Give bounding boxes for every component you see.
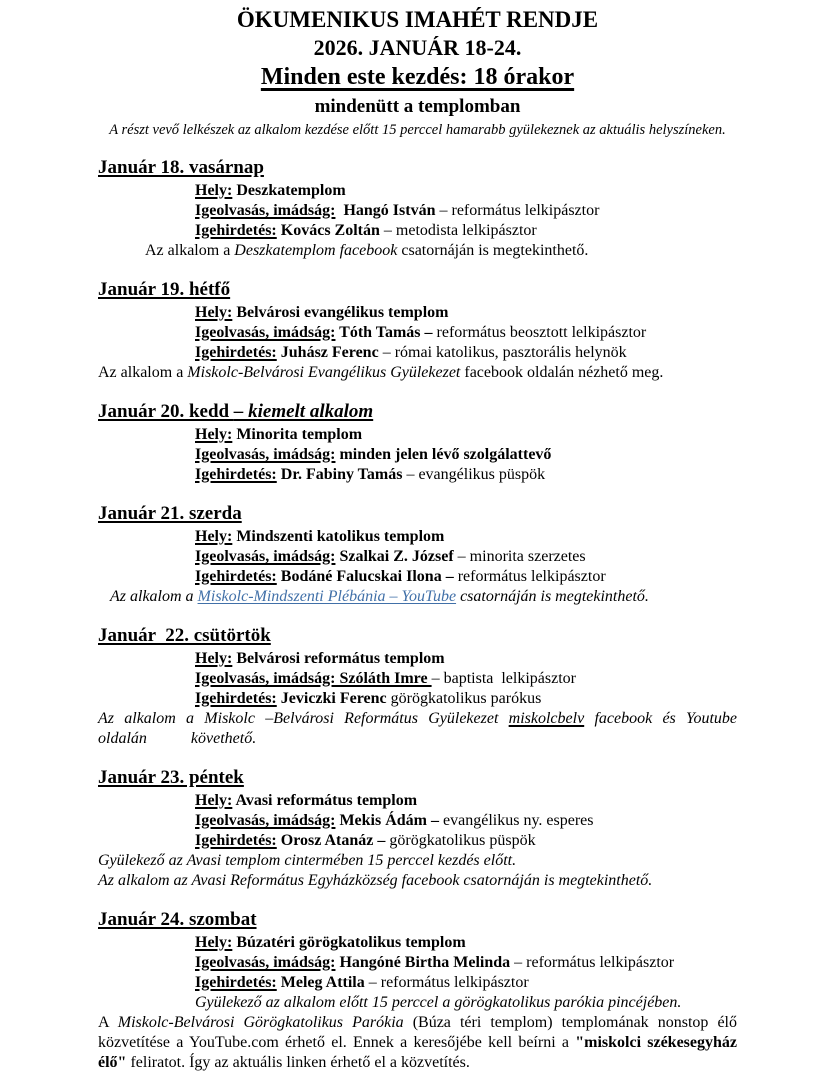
document-title: ÖKUMENIKUS IMAHÉT RENDJE [236, 7, 599, 32]
schedule-line [98, 871, 737, 891]
day-heading [98, 278, 737, 301]
text-segment: Igehirdetés: [195, 568, 277, 585]
text-segment: Hangóné Birtha Melinda [335, 954, 515, 971]
schedule-line [195, 689, 737, 709]
text-segment: Igeolvasás, imádság: Szóláth Imre [195, 670, 432, 687]
text-segment: Bodáné Falucskai Ilona – [276, 568, 458, 585]
schedule-line [195, 343, 737, 363]
text-segment: feliratot. Így az aktuális linken érhető el a közvetítés. [126, 1054, 470, 1071]
text-segment: – minorita szerzetes [457, 548, 586, 565]
document-date-range: 2026. JANUÁR 18-24. [313, 35, 522, 60]
text-segment: csatornáján is megtekinthető. [456, 588, 649, 605]
text-segment: minden jelen lévő szolgálattevő [335, 446, 552, 463]
text-segment: Hely: [195, 650, 233, 667]
text-segment: – református lelkipásztor [439, 202, 600, 219]
text-segment: Szalkai Z. József [335, 548, 458, 565]
text-segment: csatornáján is megtekinthető. [397, 242, 589, 259]
day-heading [98, 766, 737, 789]
text-segment: "miskolci székesegyház élő" [98, 1034, 738, 1071]
text-segment: – evangélikus püspök [406, 466, 546, 483]
text-segment: Juhász Ferenc [276, 344, 383, 361]
text-segment: Igeolvasás, imádság: [195, 954, 336, 971]
day-section-january-23-friday [98, 766, 737, 891]
text-segment: Igehirdetés: [195, 344, 277, 361]
schedule-line [195, 201, 737, 221]
schedule-line [195, 567, 737, 587]
schedule-line [195, 993, 737, 1013]
text-segment: Belvárosi református templom [232, 650, 445, 667]
schedule-line [195, 933, 737, 953]
text-segment: Jeviczki Ferenc [276, 690, 387, 707]
text-segment: református beosztott lelkipásztor [436, 324, 647, 341]
schedule-line [195, 973, 737, 993]
text-segment: Az alkalom a [110, 588, 198, 605]
text-segment: Miskolc-Belvárosi Evangélikus Gyülekezet [187, 364, 461, 381]
location-line: mindenütt a templomban [314, 96, 521, 117]
text-segment: Január 23. péntek [98, 767, 244, 788]
text-segment: – kiemelt alkalom [233, 401, 374, 422]
schedule-line [98, 709, 737, 729]
day-heading [98, 624, 737, 647]
text-segment: Igehirdetés: [195, 690, 277, 707]
text-segment: – református lelkipásztor [514, 954, 675, 971]
text-segment: – baptista lelkipásztor [431, 670, 576, 687]
text-segment: Búzatéri görögkatolikus templom [232, 934, 466, 951]
schedule-line [98, 363, 737, 383]
text-segment: Meleg Attila [276, 974, 369, 991]
text-segment: Január 19. hétfő [98, 279, 231, 300]
day-section-january-19-monday [98, 278, 737, 383]
schedule-line [195, 791, 737, 811]
text-segment: oldalán követhető. [98, 730, 257, 747]
text-segment: Hely: [195, 934, 233, 951]
text-segment: evangélikus ny. esperes [443, 812, 594, 829]
schedule-line [195, 465, 737, 485]
text-segment: Az alkalom az Avasi Református Egyházközség facebook csatornáján is megtekinthető. [98, 872, 653, 889]
schedule-line [98, 729, 737, 749]
text-segment: (Búza téri templom) templomának nonstop élő közvetítése a YouTube.com érhető el. Ennek a keresőjébe kell beírni a [98, 1014, 738, 1051]
schedule-line [98, 851, 737, 871]
text-segment: Hely: [195, 426, 233, 443]
text-segment: görögkatolikus parókus [386, 690, 542, 707]
schedule-line [195, 527, 737, 547]
text-segment: Deszkatemplom [232, 182, 346, 199]
text-segment: – metodista lelkipásztor [383, 222, 537, 239]
youtube-channel-link[interactable]: Miskolc-Mindszenti Plébánia – YouTube [197, 588, 457, 605]
text-segment: Gyülekező az Avasi templom cintermében 15 perccel kezdés előtt. [98, 852, 517, 869]
text-segment: Igeolvasás, imádság: [195, 324, 336, 341]
text-segment: Igeolvasás, imádság: [195, 202, 336, 219]
schedule-line [195, 181, 737, 201]
text-segment: miskolcbelv [508, 710, 585, 727]
document-header [98, 6, 737, 139]
text-segment: A [98, 1014, 118, 1031]
text-segment: Az alkalom a [98, 364, 188, 381]
day-section-january-22-thursday [98, 624, 737, 749]
start-time-line: Minden este kezdés: 18 órakor [260, 64, 575, 90]
header-note: A részt vevő lelkészek az alkalom kezdése előtt 15 perccel hamarabb gyülekeznek az aktuális helyszíneken. [109, 122, 726, 138]
text-segment: Dr. Fabiny Tamás [276, 466, 407, 483]
text-segment: görögkatolikus püspök [389, 832, 536, 849]
text-segment: református lelkipásztor [457, 568, 606, 585]
day-section-january-20-tuesday [98, 400, 737, 485]
text-segment: Január 22. csütörtök [98, 625, 271, 646]
day-heading [98, 156, 737, 179]
day-heading [98, 502, 737, 525]
schedule-line [195, 669, 737, 689]
text-segment: Orosz Atanáz – [276, 832, 390, 849]
text-segment: Az alkalom a [145, 242, 235, 259]
text-segment: Igehirdetés: [195, 832, 277, 849]
schedule [98, 156, 737, 1073]
text-segment: Kovács Zoltán [276, 222, 384, 239]
text-segment: Avasi református templom [232, 792, 418, 809]
text-segment: Mindszenti katolikus templom [232, 528, 445, 545]
text-segment: Az alkalom a Miskolc –Belvárosi Református Gyülekezet [98, 710, 509, 727]
text-segment: Igeolvasás, imádság: [195, 812, 336, 829]
day-heading [98, 908, 737, 931]
text-segment: Gyülekező az alkalom előtt 15 perccel a görögkatolikus parókia pincéjében. [195, 994, 682, 1011]
text-segment: facebook oldalán nézhető meg. [460, 364, 664, 381]
text-segment: Mekis Ádám – [335, 812, 444, 829]
text-segment: Hely: [195, 182, 233, 199]
day-section-january-21-wednesday [98, 502, 737, 607]
schedule-line [195, 811, 737, 831]
schedule-line [195, 303, 737, 323]
text-segment: Igehirdetés: [195, 222, 277, 239]
schedule-line [195, 445, 737, 465]
text-segment: Hely: [195, 528, 233, 545]
text-segment: – római katolikus, pasztorális helynök [382, 344, 627, 361]
text-segment: Igehirdetés: [195, 974, 277, 991]
schedule-line [195, 425, 737, 445]
text-segment: Január 21. szerda [98, 503, 242, 524]
schedule-line [195, 831, 737, 851]
text-segment: Tóth Tamás – [335, 324, 437, 341]
schedule-line [195, 221, 737, 241]
text-segment: Hely: [195, 304, 233, 321]
schedule-line [110, 587, 737, 607]
text-segment: Minorita templom [232, 426, 363, 443]
text-segment: Deszkatemplom facebook [234, 242, 398, 259]
schedule-line [195, 953, 737, 973]
day-section-january-18-sunday [98, 156, 737, 261]
text-segment: Miskolc-Belvárosi Görögkatolikus Parókia [117, 1014, 404, 1031]
day-heading [98, 400, 737, 423]
text-segment: Igeolvasás, imádság: [195, 548, 336, 565]
text-segment: facebook és Youtube [584, 710, 738, 727]
text-segment: Hely: [195, 792, 233, 809]
schedule-line [98, 1013, 737, 1073]
text-segment: Belvárosi evangélikus templom [232, 304, 449, 321]
text-segment: Január 24. szombat [98, 909, 257, 930]
text-segment: Igeolvasás, imádság: [195, 446, 336, 463]
schedule-line [195, 649, 737, 669]
day-section-january-24-saturday [98, 908, 737, 1073]
text-segment: Január 20. kedd [98, 401, 234, 422]
text-segment: Hangó István [335, 202, 440, 219]
schedule-line [195, 547, 737, 567]
schedule-line [195, 323, 737, 343]
schedule-line [145, 241, 737, 261]
text-segment: Igehirdetés: [195, 466, 277, 483]
text-segment: – református lelkipásztor [368, 974, 529, 991]
text-segment: Január 18. vasárnap [98, 157, 264, 178]
